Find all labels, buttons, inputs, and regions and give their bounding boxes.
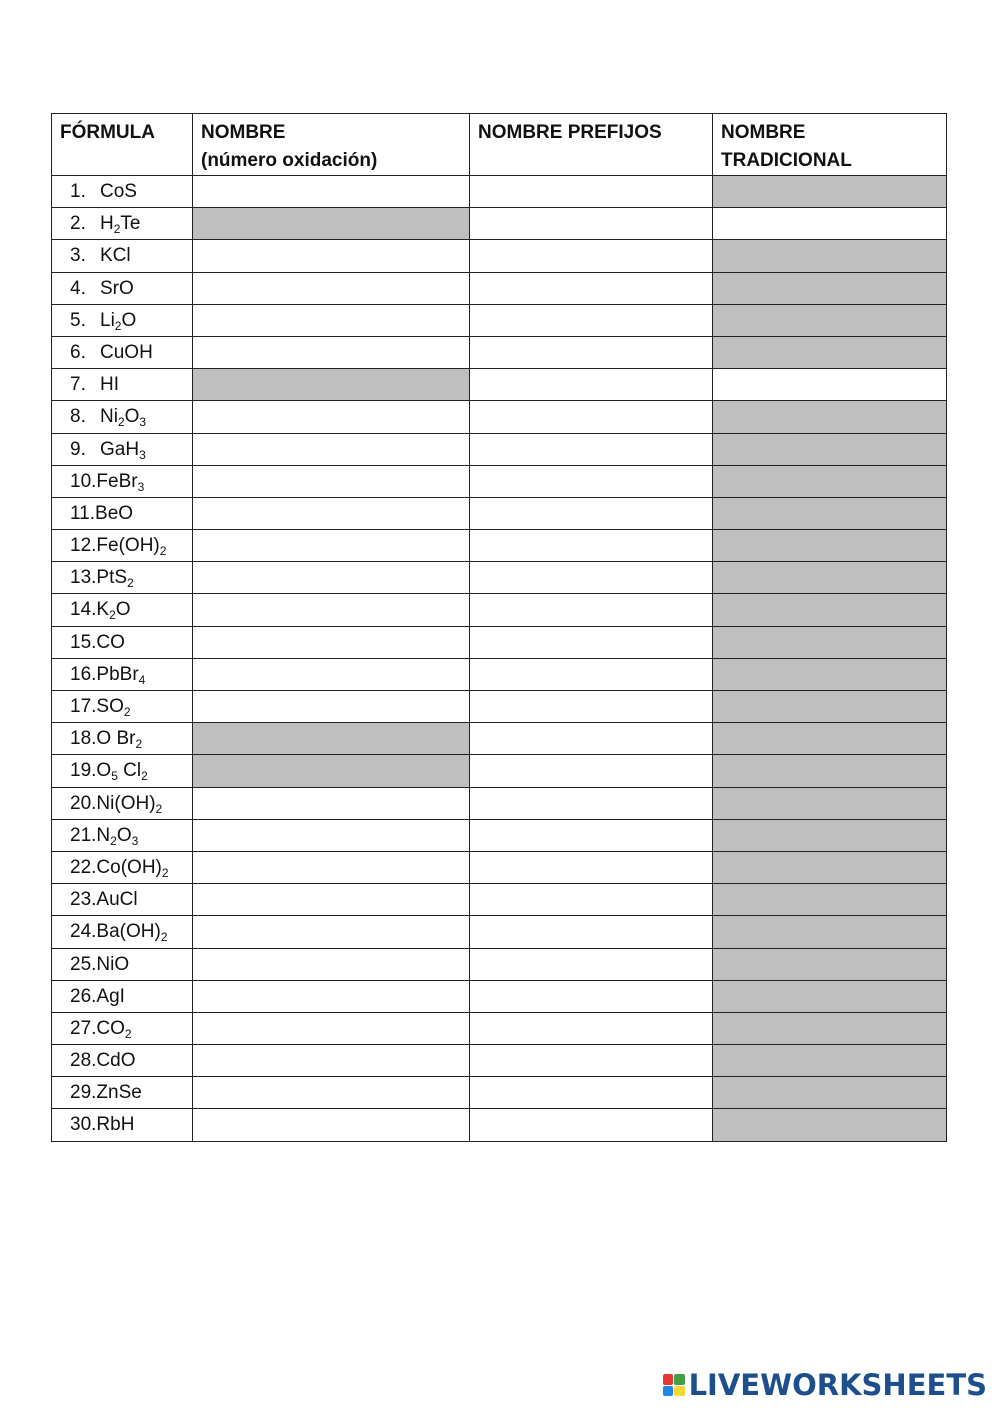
formula-cell xyxy=(52,658,193,690)
table-row xyxy=(52,465,947,497)
answer-name-prefix[interactable] xyxy=(470,755,713,787)
table-row xyxy=(52,401,947,433)
answer-name-oxidation[interactable] xyxy=(193,948,470,980)
item-number: 29. xyxy=(70,1082,97,1104)
answer-name-oxidation[interactable] xyxy=(193,884,470,916)
item-number: 16. xyxy=(70,663,97,685)
formula-cell xyxy=(52,465,193,497)
formula-cell xyxy=(52,787,193,819)
answer-name-oxidation[interactable] xyxy=(193,594,470,626)
formula-cell xyxy=(52,723,193,755)
answer-name-prefix[interactable] xyxy=(470,1045,713,1077)
answer-name-prefix[interactable] xyxy=(470,208,713,240)
formula-cell xyxy=(52,272,193,304)
formula-cell xyxy=(52,626,193,658)
item-number: 12. xyxy=(70,535,97,557)
answer-name-oxidation[interactable] xyxy=(193,401,470,433)
logo-square xyxy=(663,1386,674,1397)
chemical-formula: $Co(OH)_2$ xyxy=(96,856,169,880)
answer-name-oxidation-disabled xyxy=(193,723,470,755)
answer-name-prefix[interactable] xyxy=(470,851,713,883)
table-row xyxy=(52,594,947,626)
item-number: 13. xyxy=(70,567,97,589)
answer-name-oxidation-disabled xyxy=(193,369,470,401)
answer-name-traditional-disabled xyxy=(713,1077,947,1109)
answer-name-traditional-disabled xyxy=(713,497,947,529)
nomenclature-table xyxy=(51,113,947,1142)
table-row xyxy=(52,433,947,465)
chemical-formula: AuCl xyxy=(96,889,138,911)
answer-name-prefix[interactable] xyxy=(470,176,713,208)
item-number: 1. xyxy=(70,181,86,202)
chemical-formula: O $Br_2$ xyxy=(96,728,143,752)
item-number: 6. xyxy=(70,341,86,363)
chemical-formula: $H_2Te$ xyxy=(100,213,141,237)
answer-name-oxidation[interactable] xyxy=(193,497,470,529)
answer-name-oxidation[interactable] xyxy=(193,980,470,1012)
formula-cell xyxy=(52,176,193,208)
formula-cell xyxy=(52,948,193,980)
answer-name-traditional-disabled xyxy=(713,304,947,336)
item-number: 23. xyxy=(70,889,97,911)
answer-name-oxidation[interactable] xyxy=(193,819,470,851)
answer-name-traditional-disabled xyxy=(713,530,947,562)
formula-cell xyxy=(52,336,193,368)
formula-cell xyxy=(52,369,193,401)
answer-name-prefix[interactable] xyxy=(470,369,713,401)
item-number: 2. xyxy=(70,213,86,235)
formula-cell xyxy=(52,980,193,1012)
answer-name-prefix[interactable] xyxy=(470,723,713,755)
item-number: 28. xyxy=(70,1050,97,1072)
formula-cell xyxy=(52,819,193,851)
item-number: 21. xyxy=(70,824,97,846)
logo-square xyxy=(674,1386,685,1397)
answer-name-prefix[interactable] xyxy=(470,916,713,948)
chemical-formula: $SO_2$ xyxy=(96,696,131,719)
answer-name-oxidation[interactable] xyxy=(193,465,470,497)
answer-name-oxidation[interactable] xyxy=(193,626,470,658)
item-number: 9. xyxy=(70,438,86,460)
chemical-formula: SrO xyxy=(100,277,134,299)
answer-name-traditional-disabled xyxy=(713,176,947,208)
answer-name-prefix[interactable] xyxy=(470,497,713,529)
formula-cell xyxy=(52,594,193,626)
formula-cell xyxy=(52,691,193,723)
header-name-traditional: NOMBRE TRADICIONAL xyxy=(713,114,947,176)
answer-name-traditional-disabled xyxy=(713,884,947,916)
item-number: 11. xyxy=(70,502,96,524)
answer-name-traditional-disabled xyxy=(713,562,947,594)
answer-name-prefix[interactable] xyxy=(470,948,713,980)
answer-name-traditional[interactable] xyxy=(713,208,947,240)
table-row xyxy=(52,369,947,401)
answer-name-traditional-disabled xyxy=(713,948,947,980)
chemical-formula: CO xyxy=(96,631,125,653)
answer-name-prefix[interactable] xyxy=(470,1077,713,1109)
table-row xyxy=(52,1077,947,1109)
formula-cell xyxy=(52,1045,193,1077)
answer-name-oxidation[interactable] xyxy=(193,658,470,690)
answer-name-traditional-disabled xyxy=(713,1045,947,1077)
answer-name-traditional-disabled xyxy=(713,980,947,1012)
answer-name-prefix[interactable] xyxy=(470,884,713,916)
formula-cell xyxy=(52,401,193,433)
item-number: 14. xyxy=(70,599,97,621)
answer-name-traditional-disabled xyxy=(713,658,947,690)
logo-text: LIVEWORKSHEETS xyxy=(688,1368,987,1402)
chemical-formula: CdO xyxy=(96,1050,136,1072)
answer-name-prefix[interactable] xyxy=(470,433,713,465)
answer-name-traditional-disabled xyxy=(713,240,947,272)
chemical-formula: $O_5$ $Cl_2$ xyxy=(96,760,148,784)
chemical-formula: $Ni(OH)_2$ xyxy=(96,792,163,816)
chemical-formula: $Fe(OH)_2$ xyxy=(96,535,167,559)
chemical-formula: $Li_2O$ xyxy=(100,309,137,333)
item-number: 27. xyxy=(70,1017,97,1039)
table-row xyxy=(52,691,947,723)
formula-cell xyxy=(52,1012,193,1044)
formula-cell xyxy=(52,851,193,883)
chemical-formula: AgI xyxy=(96,985,125,1007)
chemical-formula: ZnSe xyxy=(96,1082,142,1104)
table-row xyxy=(52,819,947,851)
formula-cell xyxy=(52,497,193,529)
chemical-formula: PbBr$_4$ xyxy=(96,663,146,687)
answer-name-oxidation[interactable] xyxy=(193,562,470,594)
item-number: 10. xyxy=(70,470,97,492)
answer-name-oxidation-disabled xyxy=(193,208,470,240)
table-row xyxy=(52,980,947,1012)
answer-name-oxidation[interactable] xyxy=(193,240,470,272)
table-row xyxy=(52,626,947,658)
liveworksheets-logo xyxy=(663,1368,987,1402)
formula-cell xyxy=(52,433,193,465)
table-row xyxy=(52,497,947,529)
formula-cell xyxy=(52,884,193,916)
chemical-formula: RbH xyxy=(96,1114,135,1136)
answer-name-oxidation[interactable] xyxy=(193,1109,470,1141)
table-row xyxy=(52,1045,947,1077)
chemical-formula: $K_2O$ xyxy=(96,599,131,623)
chemical-formula: CoS xyxy=(100,181,137,202)
answer-name-traditional-disabled xyxy=(713,916,947,948)
chemical-formula: CuOH xyxy=(100,341,153,363)
answer-name-traditional-disabled xyxy=(713,594,947,626)
item-number: 26. xyxy=(70,985,97,1007)
answer-name-prefix[interactable] xyxy=(470,336,713,368)
chemical-formula: FeBr$_3$ xyxy=(96,470,145,494)
item-number: 8. xyxy=(70,406,86,428)
item-number: 19. xyxy=(70,760,97,782)
table-row xyxy=(52,336,947,368)
item-number: 18. xyxy=(70,728,97,750)
table-row xyxy=(52,1109,947,1141)
answer-name-traditional-disabled xyxy=(713,723,947,755)
answer-name-oxidation[interactable] xyxy=(193,1012,470,1044)
table-row xyxy=(52,884,947,916)
answer-name-oxidation-disabled xyxy=(193,755,470,787)
answer-name-prefix[interactable] xyxy=(470,1109,713,1141)
chemical-formula: KCl xyxy=(100,245,131,267)
formula-cell xyxy=(52,562,193,594)
answer-name-oxidation[interactable] xyxy=(193,530,470,562)
chemical-formula: $Ni_2O_3$ xyxy=(100,406,147,430)
answer-name-oxidation[interactable] xyxy=(193,1045,470,1077)
item-number: 17. xyxy=(70,696,97,717)
answer-name-traditional-disabled xyxy=(713,1012,947,1044)
answer-name-oxidation[interactable] xyxy=(193,916,470,948)
formula-cell xyxy=(52,530,193,562)
formula-cell xyxy=(52,208,193,240)
item-number: 15. xyxy=(70,631,97,653)
answer-name-oxidation[interactable] xyxy=(193,433,470,465)
item-number: 20. xyxy=(70,792,97,814)
chemical-formula: $CO_2$ xyxy=(96,1017,132,1041)
item-number: 24. xyxy=(70,921,97,943)
table-row xyxy=(52,272,947,304)
chemical-formula: HI xyxy=(100,374,119,396)
answer-name-prefix[interactable] xyxy=(470,658,713,690)
answer-name-traditional-disabled xyxy=(713,1109,947,1141)
answer-name-prefix[interactable] xyxy=(470,594,713,626)
answer-name-traditional-disabled xyxy=(713,433,947,465)
answer-name-oxidation[interactable] xyxy=(193,176,470,208)
answer-name-traditional-disabled xyxy=(713,401,947,433)
logo-square xyxy=(674,1374,685,1385)
answer-name-oxidation[interactable] xyxy=(193,691,470,723)
answer-name-prefix[interactable] xyxy=(470,272,713,304)
header-name-oxidation: NOMBRE (número oxidación) xyxy=(193,114,470,176)
answer-name-prefix[interactable] xyxy=(470,401,713,433)
chemical-formula: NiO xyxy=(96,953,130,975)
answer-name-prefix[interactable] xyxy=(470,980,713,1012)
table-row xyxy=(52,755,947,787)
answer-name-oxidation[interactable] xyxy=(193,304,470,336)
item-number: 7. xyxy=(70,374,86,396)
answer-name-prefix[interactable] xyxy=(470,787,713,819)
table-row xyxy=(52,240,947,272)
answer-name-prefix[interactable] xyxy=(470,240,713,272)
answer-name-traditional-disabled xyxy=(713,626,947,658)
table-body xyxy=(52,176,947,1142)
formula-cell xyxy=(52,1077,193,1109)
answer-name-oxidation[interactable] xyxy=(193,851,470,883)
item-number: 3. xyxy=(70,245,86,267)
formula-cell xyxy=(52,755,193,787)
table-row xyxy=(52,1012,947,1044)
answer-name-prefix[interactable] xyxy=(470,819,713,851)
answer-name-prefix[interactable] xyxy=(470,626,713,658)
answer-name-oxidation[interactable] xyxy=(193,787,470,819)
table-row xyxy=(52,562,947,594)
formula-cell xyxy=(52,240,193,272)
logo-mark-icon xyxy=(663,1374,685,1396)
answer-name-prefix[interactable] xyxy=(470,1012,713,1044)
table-row xyxy=(52,948,947,980)
chemical-formula: GaH$_3$ xyxy=(100,438,146,462)
answer-name-prefix[interactable] xyxy=(470,562,713,594)
item-number: 5. xyxy=(70,309,86,331)
answer-name-oxidation[interactable] xyxy=(193,272,470,304)
chemical-formula: $Ba(OH)_2$ xyxy=(96,921,168,945)
item-number: 25. xyxy=(70,953,97,975)
header-formula: FÓRMULA xyxy=(52,114,193,176)
table-row xyxy=(52,176,947,208)
table-row xyxy=(52,851,947,883)
table-row xyxy=(52,787,947,819)
chemical-formula: $N_2O_3$ xyxy=(96,824,139,848)
formula-cell xyxy=(52,304,193,336)
answer-name-traditional-disabled xyxy=(713,755,947,787)
answer-name-prefix[interactable] xyxy=(470,304,713,336)
answer-name-prefix[interactable] xyxy=(470,530,713,562)
formula-cell xyxy=(52,916,193,948)
table-row xyxy=(52,723,947,755)
header-row xyxy=(52,114,947,176)
answer-name-traditional-disabled xyxy=(713,465,947,497)
item-number: 4. xyxy=(70,277,86,299)
item-number: 22. xyxy=(70,856,97,878)
table-row xyxy=(52,916,947,948)
answer-name-prefix[interactable] xyxy=(470,465,713,497)
chemical-formula: PtS$_2$ xyxy=(96,567,134,591)
answer-name-prefix[interactable] xyxy=(470,691,713,723)
answer-name-traditional-disabled xyxy=(713,691,947,723)
answer-name-traditional-disabled xyxy=(713,336,947,368)
formula-cell xyxy=(52,1109,193,1141)
answer-name-traditional-disabled xyxy=(713,851,947,883)
answer-name-traditional-disabled xyxy=(713,787,947,819)
answer-name-oxidation[interactable] xyxy=(193,336,470,368)
table-row xyxy=(52,304,947,336)
table-row xyxy=(52,208,947,240)
item-number: 30. xyxy=(70,1114,97,1136)
answer-name-traditional[interactable] xyxy=(713,369,947,401)
logo-square xyxy=(663,1374,674,1385)
chemical-formula: BeO xyxy=(95,502,134,524)
table-row xyxy=(52,530,947,562)
table-row xyxy=(52,658,947,690)
answer-name-traditional-disabled xyxy=(713,819,947,851)
header-name-prefix: NOMBRE PREFIJOS xyxy=(470,114,713,176)
answer-name-traditional-disabled xyxy=(713,272,947,304)
answer-name-oxidation[interactable] xyxy=(193,1077,470,1109)
